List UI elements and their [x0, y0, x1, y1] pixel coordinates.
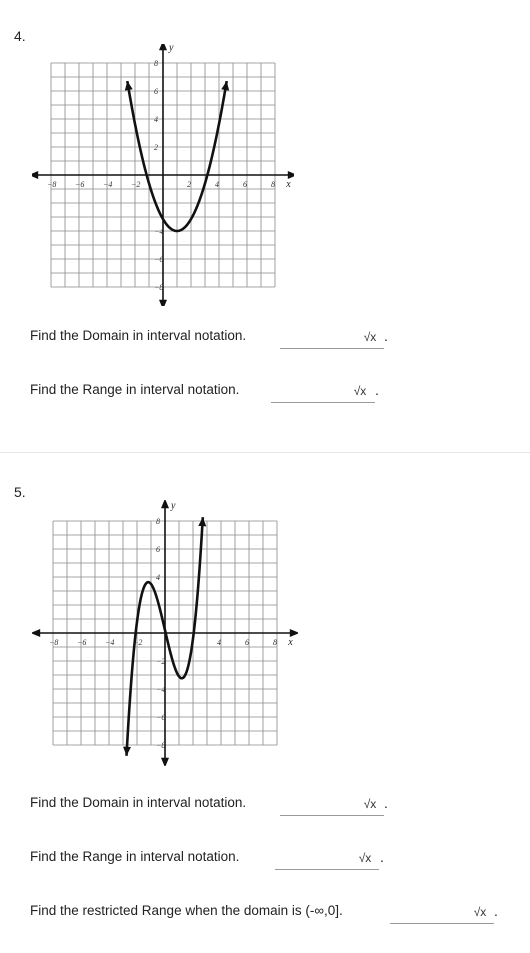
x-tick-label: −8: [49, 638, 59, 647]
y-tick-label: 4: [154, 115, 158, 124]
y-tick-label: −4: [154, 227, 164, 236]
question-number: 5.: [14, 484, 26, 500]
y-axis-arrow: [159, 44, 167, 50]
restricted-range-prompt: Find the restricted Range when the domain is (-∞,0].: [30, 903, 343, 918]
y-tick-label: 4: [156, 573, 160, 582]
y-axis-label: y: [171, 500, 176, 512]
period-text: .: [494, 903, 498, 919]
question-number: 4.: [14, 28, 26, 44]
x-axis-arrow: [32, 171, 38, 179]
sqrt-icon[interactable]: √x: [353, 384, 367, 398]
y-tick-label: 6: [154, 87, 158, 96]
x-tick-label: −4: [105, 638, 115, 647]
period-text: .: [375, 382, 379, 398]
x-tick-label: −2: [133, 638, 143, 647]
sqrt-icon[interactable]: √x: [363, 330, 377, 344]
x-axis-label: x: [286, 179, 291, 190]
x-tick-label: 6: [243, 180, 247, 189]
function-graph: [32, 500, 298, 766]
y-axis-label: y: [169, 44, 174, 54]
x-tick-label: 4: [217, 638, 221, 647]
y-tick-label: 8: [154, 59, 158, 68]
x-tick-label: −2: [131, 180, 141, 189]
x-tick-label: −4: [103, 180, 113, 189]
function-graph: [32, 44, 294, 306]
x-tick-label: −6: [75, 180, 85, 189]
x-axis-label: x: [288, 637, 293, 648]
period-text: .: [380, 849, 384, 865]
sqrt-icon[interactable]: √x: [473, 905, 487, 919]
period-text: .: [384, 795, 388, 811]
y-tick-label: −6: [156, 713, 166, 722]
y-axis-arrow: [161, 758, 169, 766]
range-prompt: Find the Range in interval notation.: [30, 849, 240, 864]
y-tick-label: 8: [156, 517, 160, 526]
sqrt-icon[interactable]: √x: [358, 851, 372, 865]
x-axis-arrow: [32, 629, 40, 637]
domain-prompt: Find the Domain in interval notation.: [30, 328, 247, 343]
y-axis-arrow: [161, 500, 169, 508]
domain-prompt: Find the Domain in interval notation.: [30, 795, 247, 810]
x-tick-label: −6: [77, 638, 87, 647]
y-tick-label: −8: [154, 283, 164, 292]
y-tick-label: 2: [154, 143, 158, 152]
y-tick-label: 6: [156, 545, 160, 554]
x-axis-arrow: [290, 629, 298, 637]
x-tick-label: 6: [245, 638, 249, 647]
period-text: .: [384, 328, 388, 344]
curve-arrow: [123, 747, 131, 756]
question-divider: [0, 452, 530, 453]
x-tick-label: 4: [215, 180, 219, 189]
x-tick-label: −8: [47, 180, 57, 189]
curve-arrow: [198, 517, 206, 526]
sqrt-icon[interactable]: √x: [363, 797, 377, 811]
x-axis-arrow: [288, 171, 294, 179]
y-tick-label: −4: [156, 685, 166, 694]
range-prompt: Find the Range in interval notation.: [30, 382, 240, 397]
y-tick-label: −8: [156, 741, 166, 750]
y-axis-arrow: [159, 300, 167, 306]
y-tick-label: −2: [156, 657, 166, 666]
x-tick-label: 2: [187, 180, 191, 189]
x-tick-label: 8: [271, 180, 275, 189]
x-tick-label: 8: [273, 638, 277, 647]
y-tick-label: −6: [154, 255, 164, 264]
